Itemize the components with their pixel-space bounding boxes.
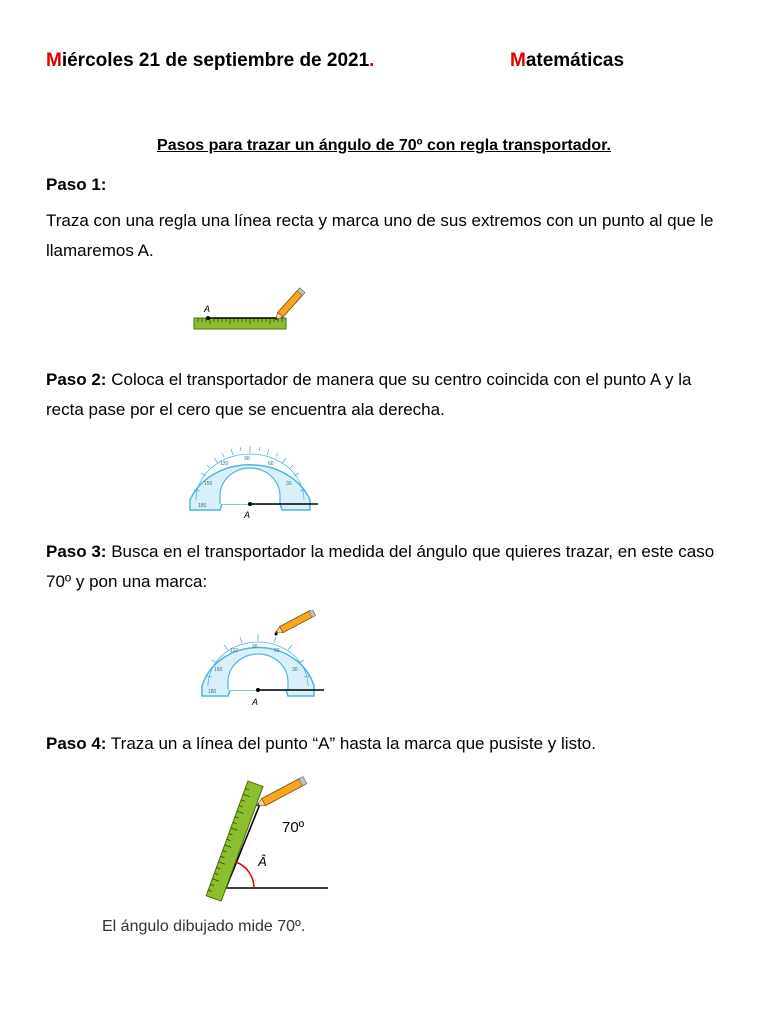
tick-150: 150: [204, 481, 213, 487]
figure-caption: El ángulo dibujado mide 70º.: [102, 918, 306, 935]
tick-90: 90: [252, 644, 258, 650]
step2-text: Coloca el transportador de manera que su centro coincida con el punto A y la recta pase por el cero que se encuentra ala derecha.: [46, 370, 692, 419]
step4-text: Traza un a línea del punto “A” hasta la marca que pusiste y listo.: [106, 734, 596, 753]
subject-text: atemáticas: [525, 50, 625, 71]
tick-180: 180: [198, 503, 207, 509]
protractor-mark-figure: [196, 610, 328, 710]
tick-60: 60: [268, 461, 274, 467]
point-a-label: A: [252, 697, 259, 707]
step1-label: Paso 1:: [46, 175, 107, 194]
step3-paragraph: [46, 537, 726, 597]
step3-text: Busca en el transportador la medida del ángulo que quieres trazar, en este caso 70º y pon una marca:: [46, 542, 715, 591]
ruler: [206, 781, 263, 901]
pencil-icon: [255, 777, 307, 810]
date-initial: M: [46, 50, 62, 71]
angle-figure: [196, 772, 336, 902]
angle-value-label: 70º: [282, 819, 305, 836]
page-title: Pasos para trazar un ángulo de 70º con regla transportador.: [157, 137, 611, 154]
angle-symbol: Â: [258, 854, 267, 869]
protractor-figure: [184, 438, 324, 522]
point-a: [256, 688, 260, 692]
angle-arc: [236, 862, 254, 888]
tick-30: 30: [286, 481, 292, 487]
step4-label: Paso 4:: [46, 734, 107, 753]
subject-heading: [510, 50, 624, 72]
point-a: [248, 502, 252, 506]
tick-120: 120: [220, 461, 229, 467]
tick-120: 120: [230, 648, 239, 654]
protractor: [202, 634, 314, 696]
pencil-icon: [273, 610, 315, 636]
date-dot: .: [369, 50, 375, 71]
step3-label: Paso 3:: [46, 542, 107, 561]
step2-label: Paso 2:: [46, 370, 107, 389]
pencil-icon: [273, 288, 305, 322]
point-a-label: A: [204, 304, 211, 314]
point-a: [206, 316, 210, 320]
ruler-figure: [190, 282, 320, 334]
protractor: [190, 446, 310, 510]
step4-paragraph: [46, 729, 726, 759]
tick-30: 30: [292, 667, 298, 673]
tick-150: 150: [214, 667, 223, 673]
tick-180: 180: [208, 689, 217, 695]
tick-60: 60: [274, 648, 280, 654]
date-text: iércoles 21 de septiembre de 2021: [61, 50, 370, 71]
tick-90: 90: [244, 456, 250, 462]
point-a-label: A: [244, 510, 251, 520]
date-heading: [46, 50, 374, 72]
step1-text: Traza con una regla una línea recta y marca uno de sus extremos con un punto al que le llamaremos A.: [46, 211, 714, 260]
subject-initial: M: [510, 50, 526, 71]
step2-paragraph: [46, 365, 726, 425]
